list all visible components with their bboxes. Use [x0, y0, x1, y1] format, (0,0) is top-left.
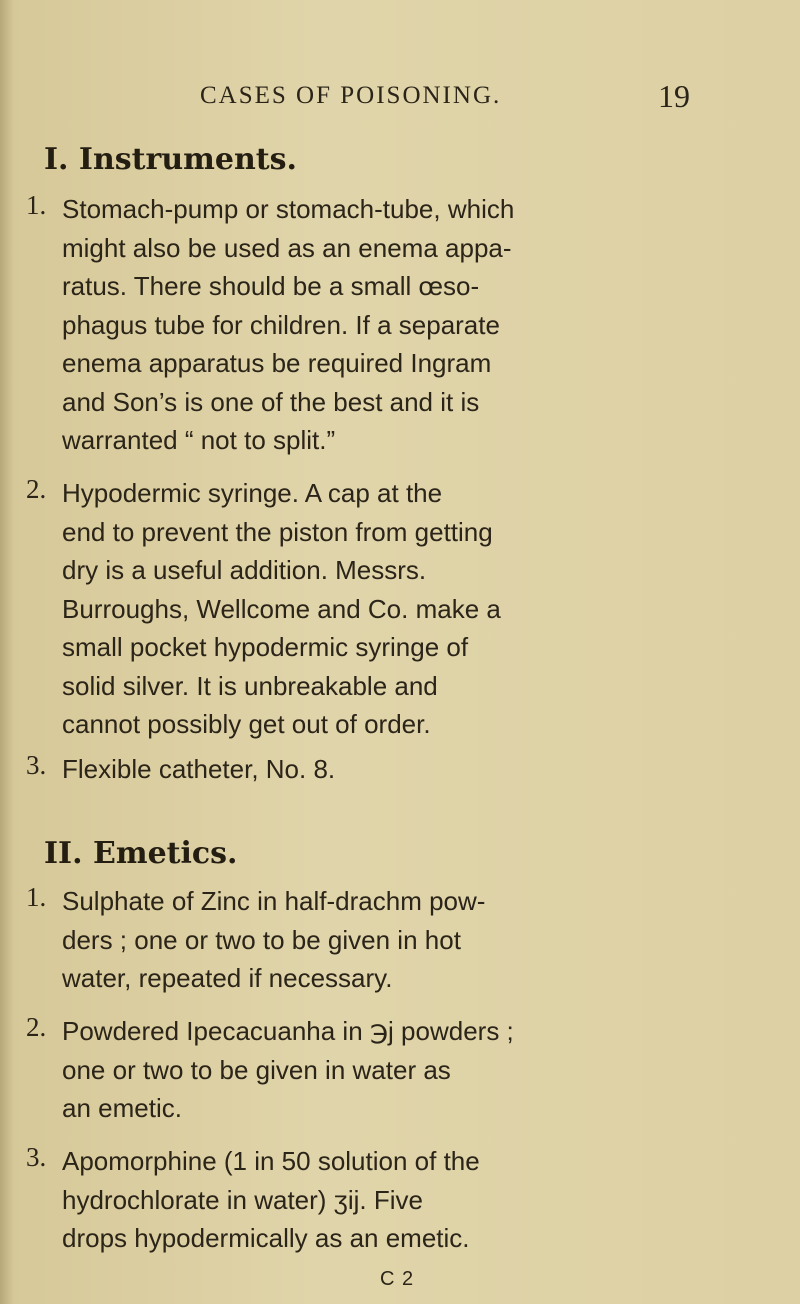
text-line: Apomorphine (1 in 50 solution of the: [62, 1146, 480, 1176]
item-text: [62, 1012, 742, 1128]
text-line: one or two to be given in water as: [62, 1054, 451, 1085]
item-number: 1.: [26, 190, 47, 220]
item-text: [62, 190, 742, 460]
page-number: 19: [658, 78, 690, 114]
item-number: 1.: [26, 882, 47, 912]
item-text: [62, 882, 742, 998]
text-line: Powdered Ipecacuanha in ℈j powders ;: [62, 1016, 514, 1046]
text-line: solid silver. It is unbreakable and: [62, 670, 438, 701]
text-line: water, repeated if necessary.: [62, 963, 393, 993]
page-edge-shadow: [0, 0, 14, 1304]
text-line: small pocket hypodermic syringe of: [62, 632, 469, 662]
item-text: [62, 1142, 742, 1258]
item-number: 3.: [26, 750, 47, 780]
item-number: 2.: [26, 474, 47, 504]
text-line: Stomach-pump or stomach-tube, which: [62, 194, 515, 224]
item-number: 2.: [26, 1012, 47, 1042]
text-line: ders ; one or two to be given in hot: [62, 924, 461, 955]
item-text: [62, 750, 742, 789]
item-number: 3.: [26, 1142, 47, 1172]
text-line: cannot possibly get out of order.: [62, 709, 431, 739]
running-head: [0, 78, 800, 118]
text-line: hydrochlorate in water) ʒij. Five: [62, 1184, 423, 1215]
text-line: phagus tube for children. If a separate: [62, 309, 500, 340]
text-line: an emetic.: [62, 1093, 182, 1123]
text-line: end to prevent the piston from getting: [62, 516, 493, 547]
section-heading-emetics: II. Emetics.: [44, 836, 238, 871]
text-line: Sulphate of Zinc in half-drachm pow-: [62, 886, 486, 916]
running-title: CASES OF POISONING.: [200, 82, 502, 109]
text-line: Flexible catheter, No. 8.: [62, 754, 336, 784]
item-text: [62, 474, 742, 744]
text-line: and Son’s is one of the best and it is: [62, 386, 480, 417]
text-line: might also be used as an enema appa-: [62, 232, 512, 263]
text-line: dry is a useful addition. Messrs.: [62, 555, 427, 585]
signature-mark: C 2: [380, 1268, 415, 1290]
text-line: warranted “ not to split.”: [62, 425, 336, 455]
text-line: enema apparatus be required Ingram: [62, 348, 492, 378]
text-line: Burroughs, Wellcome and Co. make a: [62, 593, 501, 624]
section-heading-instruments: I. Instruments.: [44, 142, 297, 177]
text-line: Hypodermic syringe. A cap at the: [62, 478, 443, 508]
text-line: drops hypodermically as an emetic.: [62, 1223, 470, 1253]
text-line: ratus. There should be a small œso-: [62, 271, 480, 301]
